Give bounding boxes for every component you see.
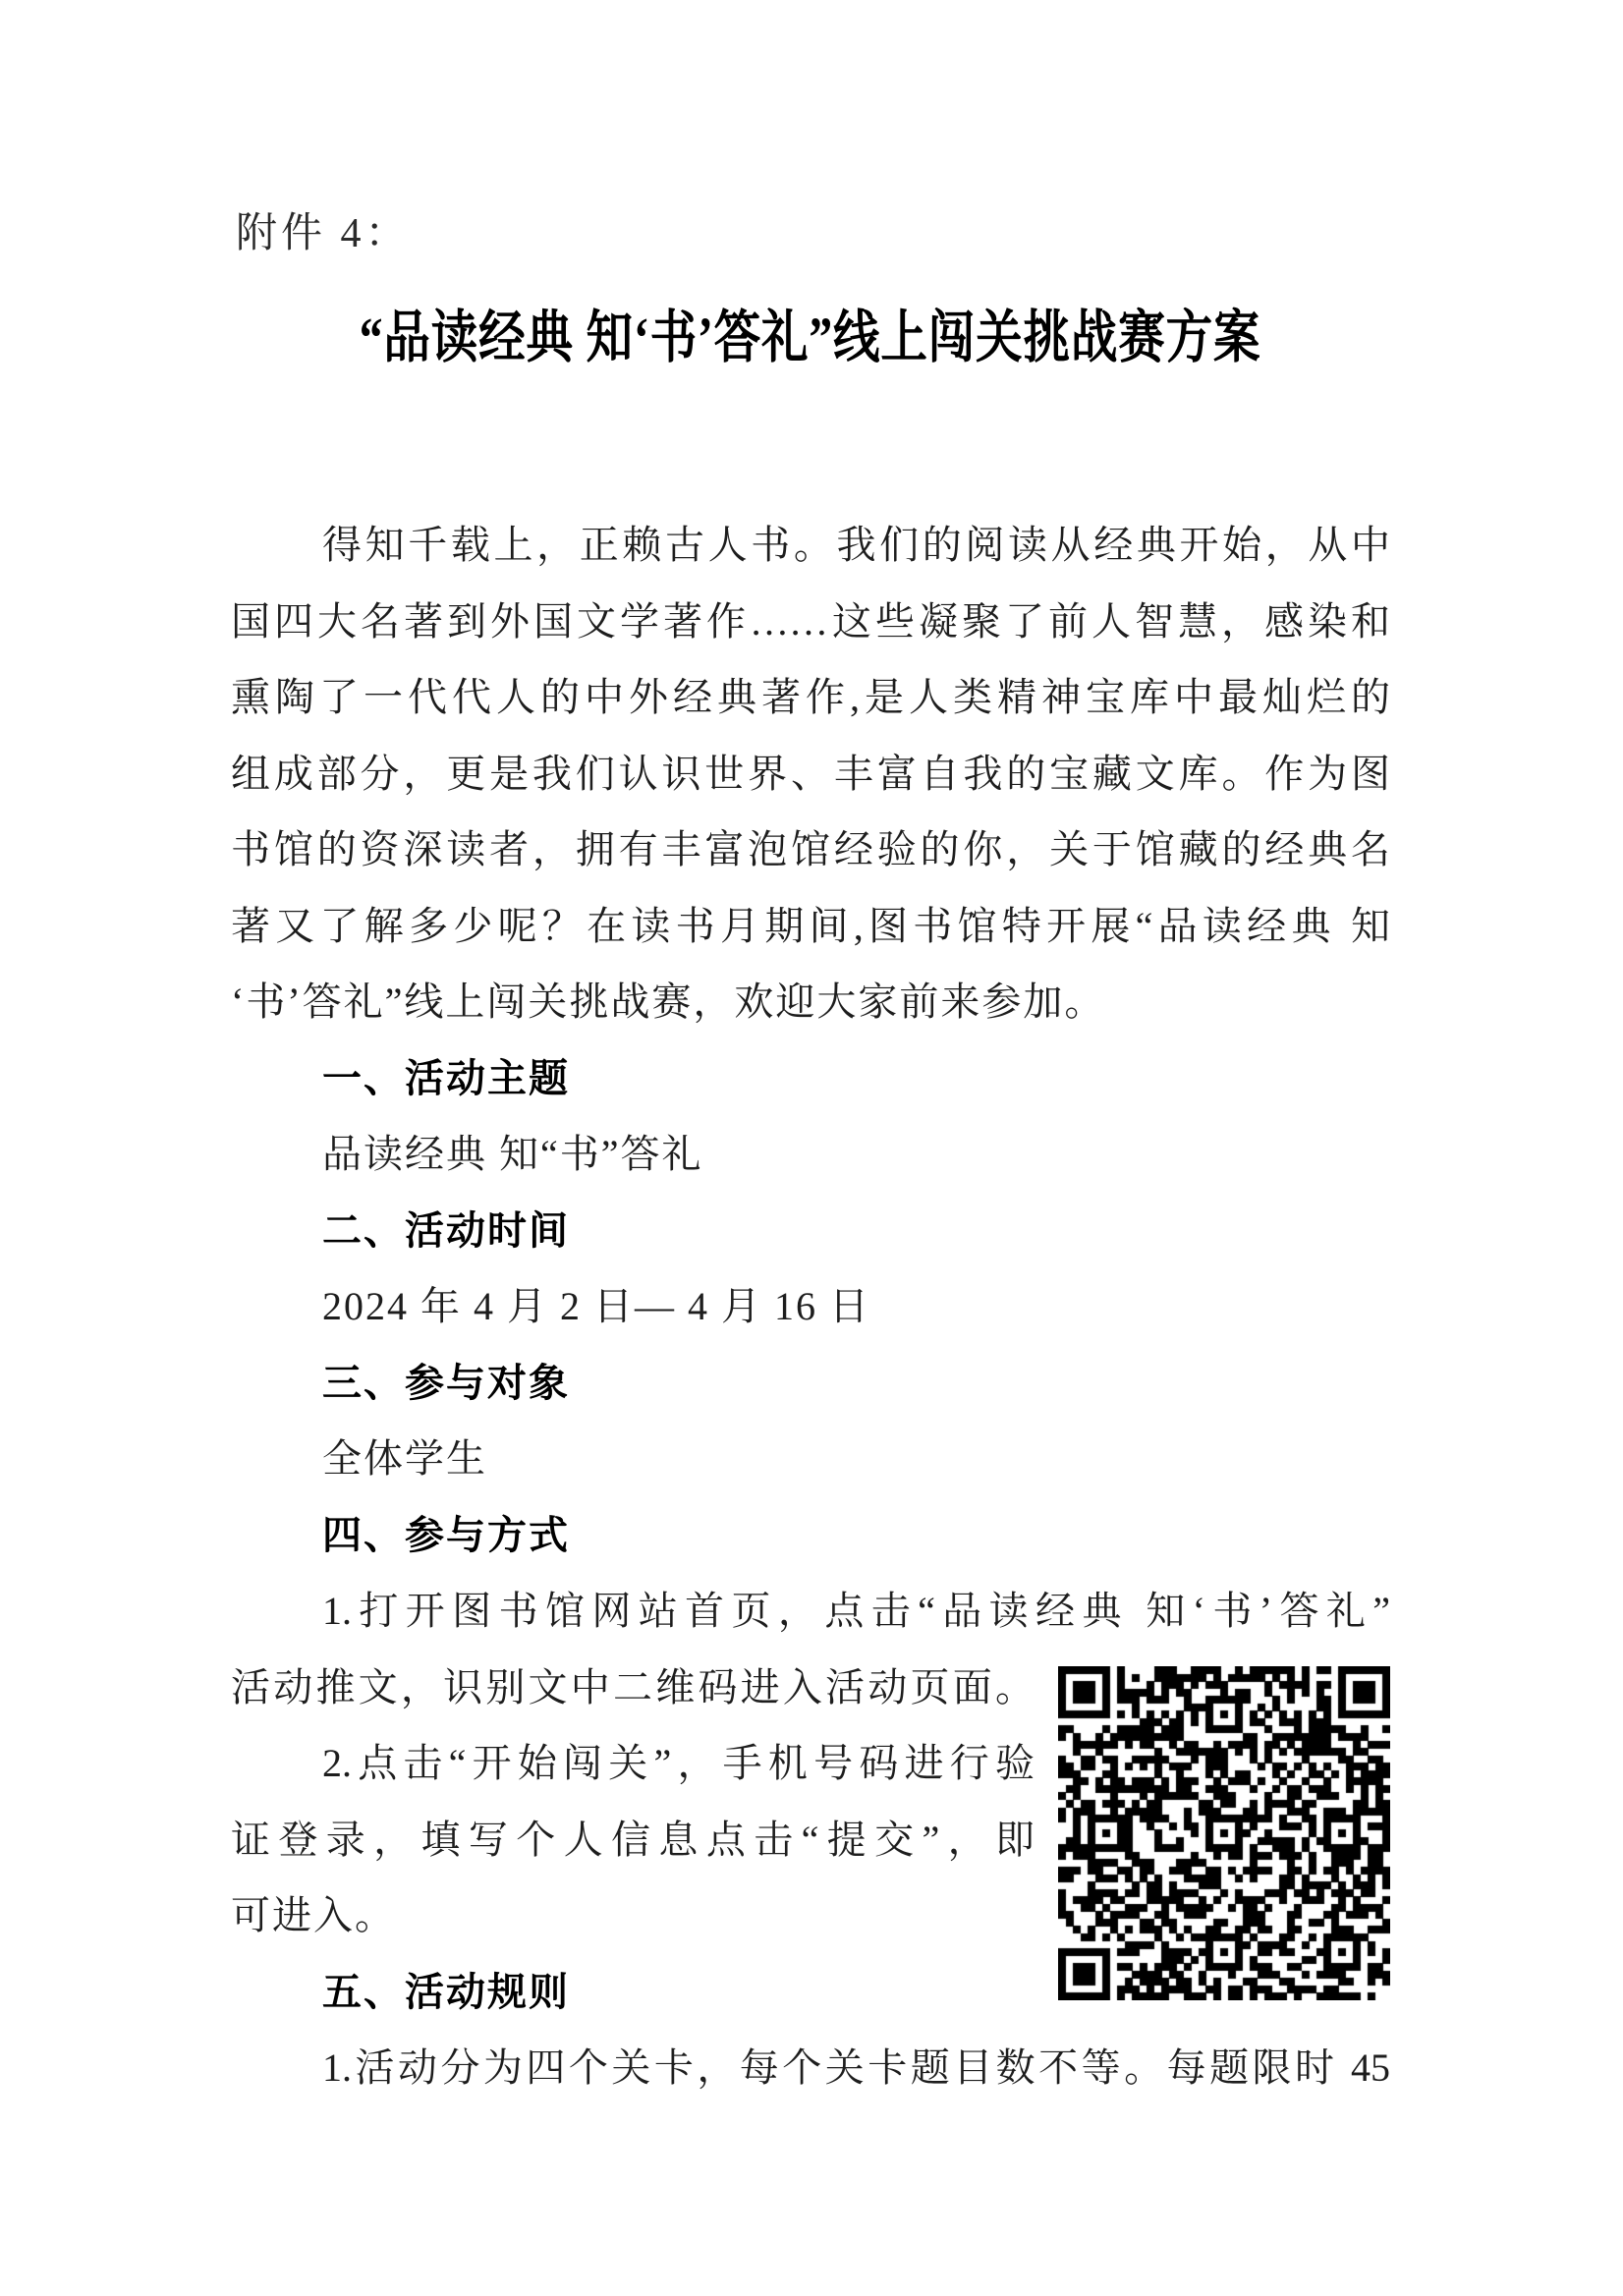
section-line: 1.活动分为四个关卡，每个关卡题目数不等。每题限时 45 — [322, 2045, 1390, 2090]
qr-code-image — [1058, 1666, 1390, 2000]
attachment-label: 附件 4： — [236, 211, 411, 256]
section-line: 全体学生 — [322, 1436, 487, 1481]
section-line: 可进入。 — [231, 1893, 396, 1937]
document-title-text: “品读经典 知‘书’答礼”线上闯关挑战赛方案 — [360, 306, 1261, 369]
section-heading-theme: 一、活动主题 — [322, 1056, 570, 1100]
section-heading-time: 二、活动时间 — [322, 1208, 570, 1253]
document-title — [231, 298, 1390, 378]
intro-line: ‘书’答礼”线上闯关挑战赛，欢迎大家前来参加。 — [231, 980, 1106, 1024]
section-line: 1.打开图书馆网站首页，点击“品读经典 知‘书’答礼” — [322, 1589, 1390, 1633]
section-line: 品读经典 知“书”答礼 — [322, 1132, 703, 1176]
section-line: 证登录，填写个人信息点击“提交”，即 — [231, 1818, 1035, 1862]
section-heading-method: 四、参与方式 — [322, 1513, 570, 1557]
section-heading-participants: 三、参与对象 — [322, 1361, 570, 1405]
section-line: 活动推文，识别文中二维码进入活动页面。 — [231, 1665, 1035, 1709]
intro-line: 国四大名著到外国文学著作……这些凝聚了前人智慧，感染和 — [231, 599, 1390, 644]
intro-line: 组成部分，更是我们认识世界、丰富自我的宝藏文库。作为图 — [231, 752, 1390, 796]
intro-line: 著又了解多少呢？在读书月期间,图书馆特开展“品读经典 知 — [231, 904, 1390, 948]
section-line: 2024 年 4 月 2 日— 4 月 16 日 — [322, 1284, 870, 1328]
intro-line: 熏陶了一代代人的中外经典著作,是人类精神宝库中最灿烂的 — [231, 675, 1390, 719]
intro-line: 书馆的资深读者，拥有丰富泡馆经验的你，关于馆藏的经典名 — [231, 827, 1390, 871]
section-heading-rules: 五、活动规则 — [322, 1970, 570, 2014]
section-line: 2.点击“开始闯关”，手机号码进行验 — [322, 1741, 1035, 1785]
intro-line: 得知千载上，正赖古人书。我们的阅读从经典开始，从中 — [322, 523, 1390, 567]
